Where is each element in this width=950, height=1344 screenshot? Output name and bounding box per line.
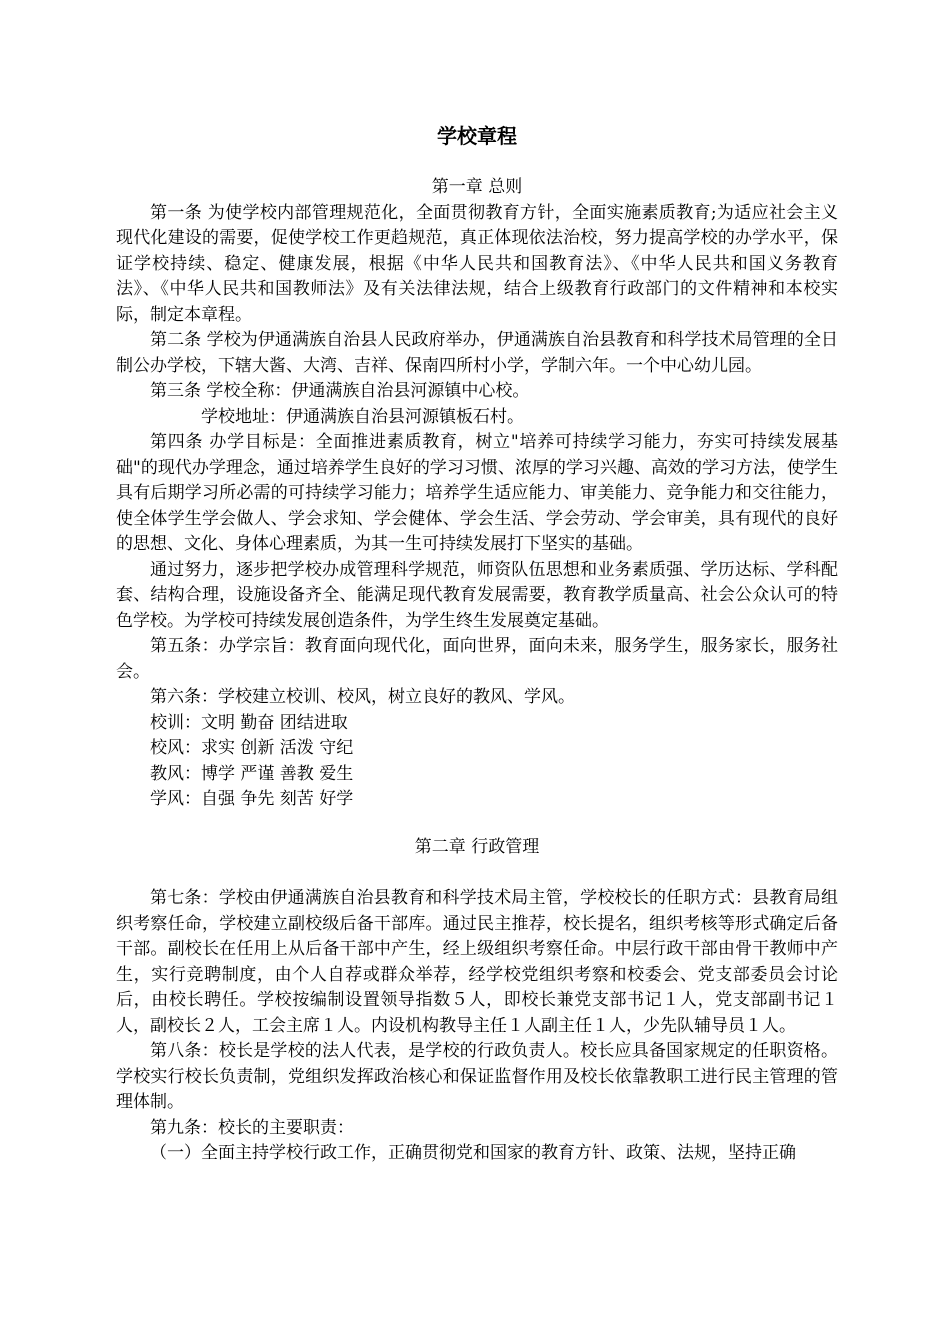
chapter-2-heading: 第二章 行政管理 xyxy=(414,836,540,857)
chapter-2 xyxy=(116,835,838,1167)
article-9: 第九条：校长的主要职责： xyxy=(150,1117,354,1138)
motto-school: 校训：文明 勤奋 团结进取 xyxy=(150,712,348,733)
article-8: 第八条：校长是学校的法人代表，是学校的行政负责人。校长应具备国家规定的任职资格。学校实行校长负责制，党组织发挥政治核心和保证监督作用及校长依靠教职工进行民主管理的管理体制。 xyxy=(116,1041,838,1112)
chapter-1-heading: 第一章 总则 xyxy=(431,177,523,197)
motto-teaching: 教风：博学 严谨 善教 爱生 xyxy=(150,763,354,784)
article-3: 第三条 学校全称：伊通满族自治县河源镇中心校。 xyxy=(150,381,530,401)
article-6: 第六条：学校建立校训、校风，树立良好的教风、学风。 xyxy=(150,687,575,707)
article-5: 第五条：办学宗旨：教育面向现代化，面向世界，面向未来，服务学生，服务家长，服务社会。 xyxy=(116,636,838,682)
article-1: 第一条 为使学校内部管理规范化，全面贯彻教育方针，全面实施素质教育;为适应社会主义现代化建设的需要，促使学校工作更趋规范，真正体现依法治校，努力提高学校的办学水平，保证学校持续、稳定、健康发展，根据《中华人民共和国教育法》、《中华人民共和国义务教育法》、《中华人民共和国教师法》及有关法律法规，结合上级教育行政部门的文件精神和本校实际，制定本章程。 xyxy=(116,202,838,325)
motto-style: 校风：求实 创新 活泼 守纪 xyxy=(150,738,354,758)
article-4: 第四条 办学目标是：全面推进素质教育，树立"培养可持续学习能力，夯实可持续发展基础"的现代办学理念，通过培养学生良好的学习习惯、浓厚的学习兴趣、高效的学习方法，使学生具有后期学习所必需的可持续学习能力；培养学生适应能力、审美能力、竞争能力和交往能力，使全体学生学会做人、学会求知、学会健体、学会生活、学会劳动、学会审美，具有现代的良好的思想、文化、身体心理素质，为其一生可持续发展打下坚实的基础。 xyxy=(116,432,838,554)
motto-learning: 学风：自强 争先 刻苦 好学 xyxy=(150,789,354,809)
article-9-item-1: （一）全面主持学校行政工作，正确贯彻党和国家的教育方针、政策、法规，坚持正确 xyxy=(150,1143,796,1163)
article-3-address: 学校地址：伊通满族自治县河源镇板石村。 xyxy=(201,406,524,427)
article-7: 第七条：学校由伊通满族自治县教育和科学技术局主管，学校校长的任职方式：县教育局组织考察任命，学校建立副校级后备干部库。通过民主推荐，校长提名，组织考核等形式确定后备干部。副校长在任用上从后备干部中产生，经上级组织考察任命。中层行政干部由骨干教师中产生，实行竞聘制度，由个人自荐或群众举荐，经学校党组织考察和校委会、党支部委员会讨论后，由校长聘任。学校按编制设置领导指数５人，即校长兼党支部书记１人，党支部副书记１人，副校长２人，工会主席１人。内设机构教导主任１人副主任１人，少先队辅导员１人。 xyxy=(116,888,838,1036)
article-4-continued: 通过努力，逐步把学校办成管理科学规范，师资队伍思想和业务素质强、学历达标、学科配套、结构合理，设施设备齐全、能满足现代教育发展需要，教育教学质量高、社会公众认可的特色学校。为学校可持续发展创造条件，为学生终生发展奠定基础。 xyxy=(116,559,838,631)
article-2: 第二条 学校为伊通满族自治县人民政府举办，伊通满族自治县教育和科学技术局管理的全日制公办学校，下辖大酱、大湾、吉祥、保南四所村小学，学制六年。一个中心幼儿园。 xyxy=(116,330,838,376)
chapter-1 xyxy=(116,175,838,813)
document-title: 学校章程 xyxy=(437,124,517,148)
